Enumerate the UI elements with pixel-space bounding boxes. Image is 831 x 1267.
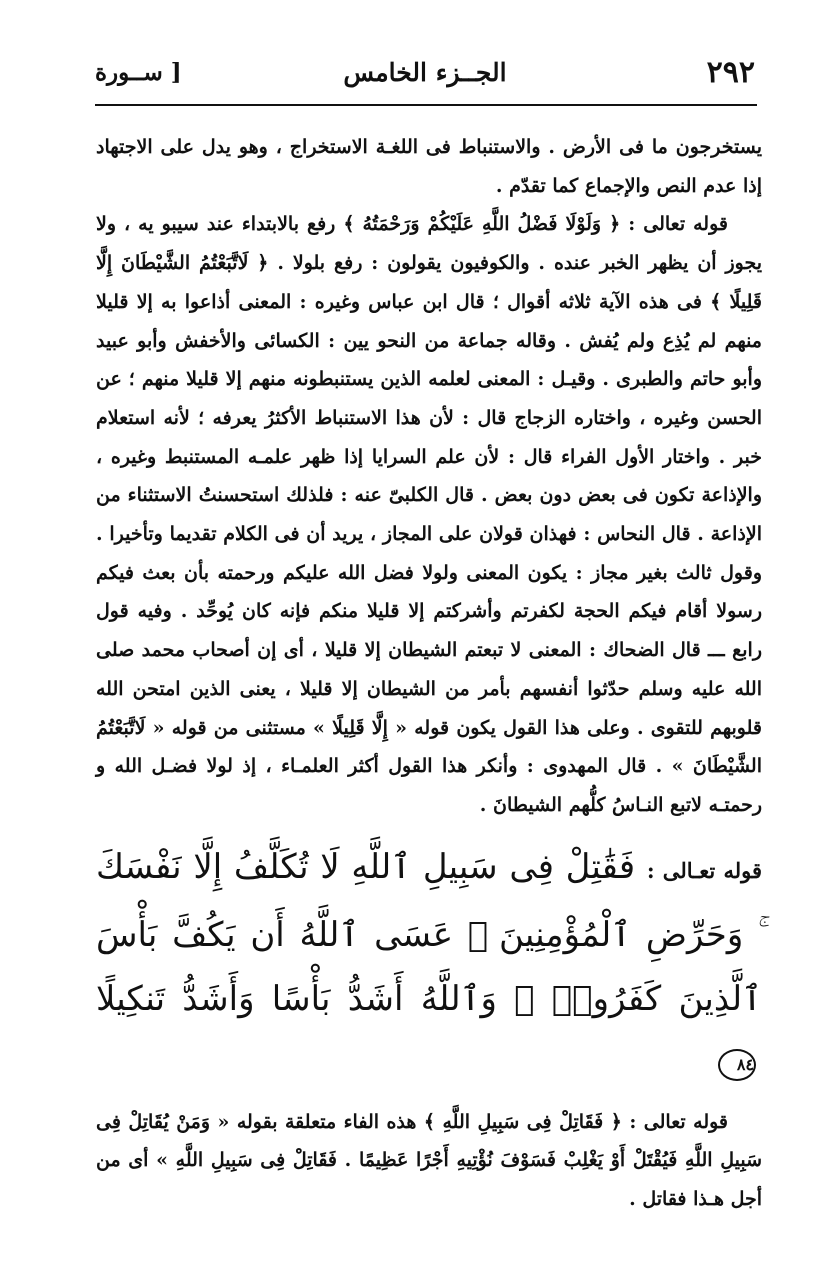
surah-name: [ ســورة (95, 59, 182, 86)
verse-intro: قوله تعـالى : (646, 857, 762, 883)
paragraph-intro: يستخرجون ما فى الأرض . والاستنباط فى اللغـة الاستخراج ، وهو يدل على الاجتهاد إذا عدم النص والإجماع كما تقدّم . (96, 136, 762, 197)
main-text (96, 128, 762, 1219)
page-number: ٢٩٢ (706, 55, 755, 90)
page-header (95, 55, 755, 91)
paragraph-commentary: قوله تعالى : ﴿ وَلَوْلَا فَضْلُ اللَّهِ عَلَيْكُمْ وَرَحْمَتُهُ ﴾ رفع بالابتداء عند سيبو يه ، ولا يجوز أن يظهر الخبر عنده . والكوفيون يقولون : رفع بلولا . ﴿ لَاتَّبَعْتُمُ الشَّيْطَانَ إِلَّا قَلِيلًا ﴾ فى هذه الآية ثلاثه أقوال ؛ قال ابن عباس وغيره : المعنى أذاعوا به إلا قليلا منهم لم يُذِع ولم يُفش . وقاله جماعة من النحو يين : الكسائى والأخفش وأبو عبيد وأبو حاتم والطبرى . وقيـل : المعنى لعلمه الذين يستنبطونه منهم إلا قليلا منهم ؛ عن الحسن وغيره ، واختاره الزجاج قال : لأن هذا الاستنباط الأكثرُ يعرفه ؛ لأنه استعلام خبر . واختار الأول الفراء قال : لأن علم السرايا إذا ظهر علمـه المستنبط وغيره ، والإذاعة تكون فى بعض دون بعض . قال الكلبىّ عنه : فلذلك استحسنتُ الاستثناء من الإذاعة . قال النحاس : فهذان قولان على المجاز ، يريد أن فى الكلام تقديما وتأخيرا . وقول ثالث بغير مجاز : يكون المعنى ولولا فضل الله عليكم ورحمته بأن بعث فيكم رسولا أقام فيكم الحجة لكفرتم وأشركتم إلا قليلا منكم فإنه كان يُوحِّد . وفيه قول رابع ـــ قال الضحاك : المعنى لا تبعتم الشيطان إلا قليلا ، أى إن أصحاب محمد صلى الله عليه وسلم حدّثوا أنفسهم بأمر من الشيطان إلا قليلا ، يعنى الذين امتحن الله قلوبهم للتقوى . وعلى هذا القول يكون قوله « إِلَّا قَلِيلًا » مستثنى من قوله « لَاتَّبَعْتُمُ الشَّيْطَانَ » . قال المهدوى : وأنكر هذا القول أكثر العلمـاء ، إذ لولا فضـل الله و رحمتـه لاتبع النـاسُ كلُّهم الشيطانَ . (96, 213, 762, 816)
verse-text: فَقَٰتِلْ فِى سَبِيلِ ٱللَّهِ لَا تُكَلَّفُ إِلَّا نَفْسَكَ ۚ وَحَرِّضِ ٱلْمُؤْمِنِينَ ۖ عَسَى ٱللَّهُ أَن يَكُفَّ بَأْسَ ٱلَّذِينَ كَفَرُوا۟ ۚ وَٱللَّهُ أَشَدُّ بَأْسًا وَأَشَدُّ تَنكِيلًا (96, 846, 762, 1019)
verse-number: ٨٤ (718, 1049, 756, 1081)
paragraph-final: قوله تعالى : ﴿ فَقَاتِلْ فِى سَبِيلِ اللَّهِ ﴾ هذه الفاء متعلقة بقوله « وَمَنْ يُقَاتِلْ فِى سَبِيلِ اللَّهِ فَيُقْتَلْ أَوْ يَغْلِبْ فَسَوْفَ نُؤْتِيهِ أَجْرًا عَظِيمًا . فَقَاتِلْ فِى سَبِيلِ اللَّهِ » أى من أجل هـذا فقاتل . (96, 1110, 762, 1211)
part-title: الجــزء الخامس (343, 58, 507, 87)
quran-verse (96, 835, 762, 1095)
header-divider (95, 104, 757, 106)
